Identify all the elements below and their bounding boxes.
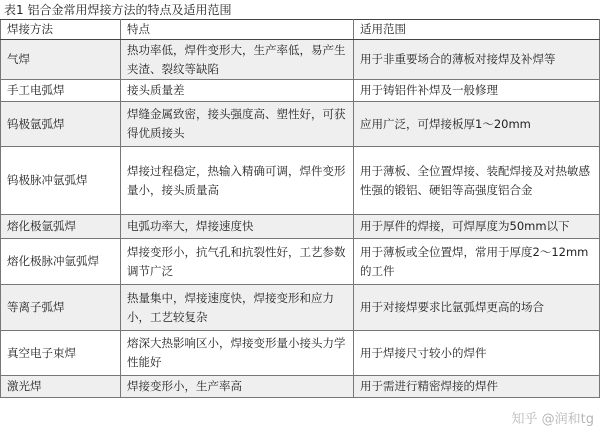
scope-cell: 用于薄板或全位置焊，常用于厚度2～12mm的工件	[354, 239, 600, 285]
table-caption: 表1 铝合金常用焊接方法的特点及适用范围	[4, 3, 232, 17]
scope-cell: 用于需进行精密焊接的焊件	[354, 376, 600, 398]
table-row	[1, 80, 600, 102]
method-cell: 钨极脉冲氩弧焊	[1, 147, 121, 215]
feature-cell: 熔深大热影响区小，焊接变形量小接头力学性能好	[121, 331, 354, 376]
table-row	[1, 40, 600, 80]
feature-cell: 焊缝金属致密，接头强度高、塑性好，可获得优质接头	[121, 102, 354, 147]
feature-cell: 接头质量差	[121, 80, 354, 102]
table-row	[1, 102, 600, 147]
header-scope: 适用范围	[354, 20, 600, 40]
feature-cell: 热量集中，焊接速度快，焊接变形和应力小，工艺较复杂	[121, 285, 354, 331]
method-cell: 激光焊	[1, 376, 121, 398]
table-row	[1, 331, 600, 376]
method-cell: 等离子弧焊	[1, 285, 121, 331]
method-cell: 熔化极脉冲氩弧焊	[1, 239, 121, 285]
header-method: 焊接方法	[1, 20, 121, 40]
feature-cell: 焊接过程稳定，热输入精确可调，焊件变形量小，接头质量高	[121, 147, 354, 215]
feature-cell: 电弧功率大，焊接速度快	[121, 215, 354, 239]
method-cell: 气焊	[1, 40, 121, 80]
feature-cell: 热功率低，焊件变形大，生产率低，易产生夹渣、裂纹等缺陷	[121, 40, 354, 80]
method-cell: 熔化极氩弧焊	[1, 215, 121, 239]
feature-cell: 焊接变形小，生产率高	[121, 376, 354, 398]
scope-cell: 用于厚件的焊接，可焊厚度为50mm以下	[354, 215, 600, 239]
table-row	[1, 239, 600, 285]
scope-cell: 用于焊接尺寸较小的焊件	[354, 331, 600, 376]
watermark: 知乎 @润和tg	[511, 412, 594, 427]
feature-cell: 焊接变形小，抗气孔和抗裂性好，工艺参数调节广泛	[121, 239, 354, 285]
table-row	[1, 147, 600, 215]
scope-cell: 用于铸铝件补焊及一般修理	[354, 80, 600, 102]
table-row	[1, 285, 600, 331]
scope-cell: 用于薄板、全位置焊接、装配焊接及对热敏感性强的锻铝、硬铝等高强度铝合金	[354, 147, 600, 215]
scope-cell: 用于非重要场合的薄板对接焊及补焊等	[354, 40, 600, 80]
header-feature: 特点	[121, 20, 354, 40]
method-cell: 手工电弧焊	[1, 80, 121, 102]
method-cell: 真空电子束焊	[1, 331, 121, 376]
table-row	[1, 215, 600, 239]
table-row	[1, 376, 600, 398]
method-cell: 钨极氩弧焊	[1, 102, 121, 147]
scope-cell: 用于对接焊要求比氩弧焊更高的场合	[354, 285, 600, 331]
welding-methods-table	[0, 19, 600, 398]
table-header-row	[1, 20, 600, 40]
scope-cell: 应用广泛，可焊接板厚1～20mm	[354, 102, 600, 147]
